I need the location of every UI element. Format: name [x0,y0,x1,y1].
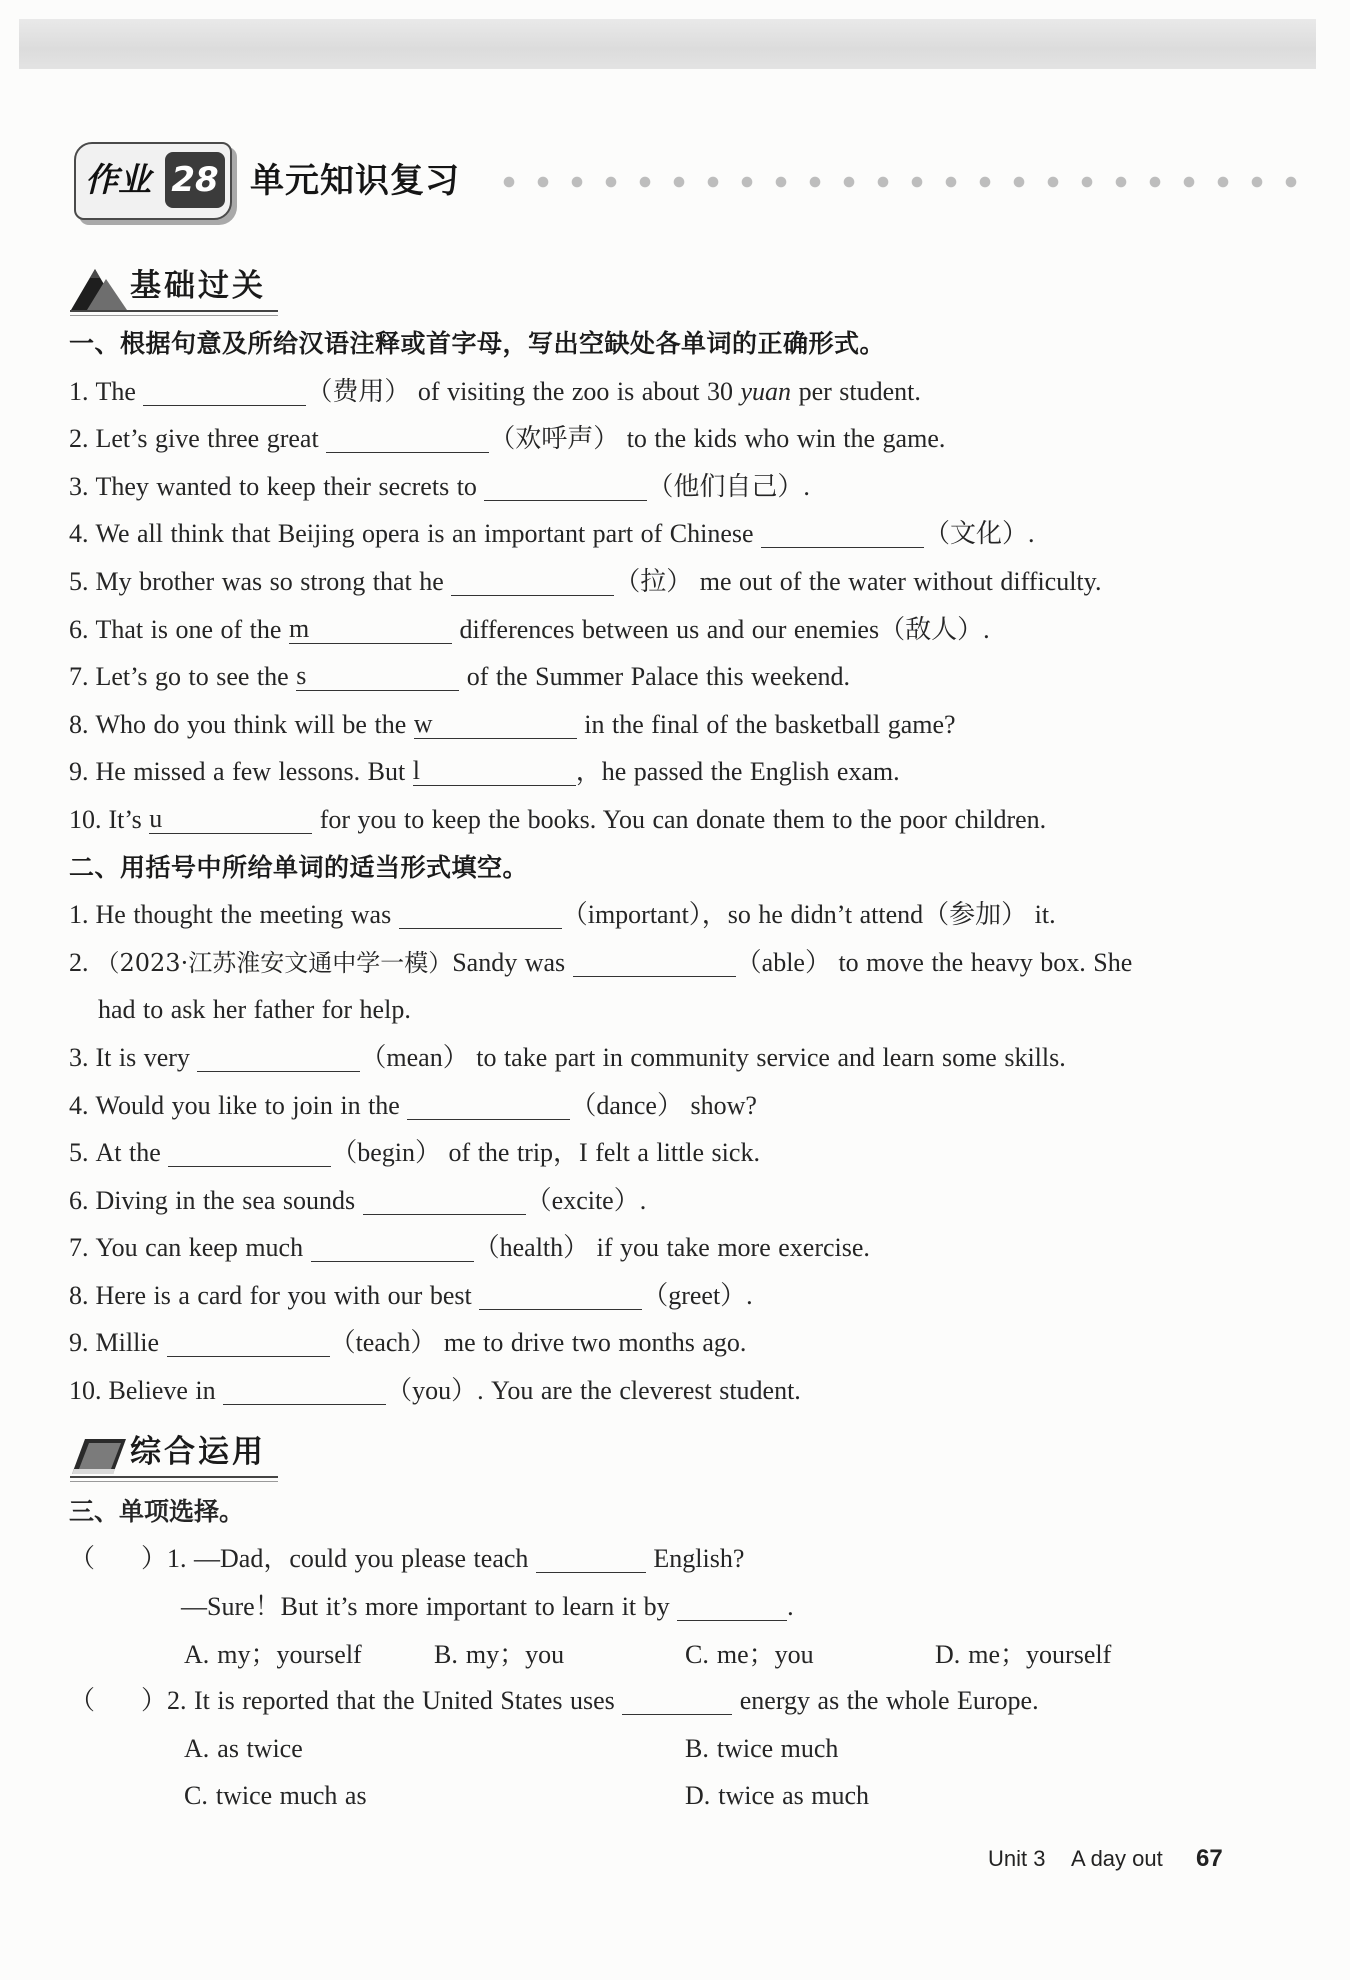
question-text: （begin） of the trip，I felt a little sick. [331,1138,760,1168]
part2-heading: 二、用括号中所给单词的适当形式填空。 [69,852,529,882]
question-text: （health） if you take more exercise. [473,1233,870,1263]
answer-bracket-close: ） [141,1686,168,1715]
question-number: 7. [69,1233,89,1263]
question-text: —Sure！But it’s more important to learn it by [181,1592,678,1621]
question-text: （他们自己）. [647,471,810,501]
option-label: C. [184,1781,208,1810]
option-d [935,1631,1111,1678]
option-c [685,1631,814,1678]
question-text: . [787,1592,794,1621]
book-icon [70,1430,128,1476]
question-item [69,463,1319,511]
option-label: A. [184,1734,210,1763]
question-text: （dance） show? [570,1090,757,1120]
question-item [69,1272,1319,1320]
question-text: ，he passed the English exam. [575,757,900,787]
question-number: 3. [69,1042,89,1072]
question-2-stem [0,1677,1350,1724]
answer-blank [451,566,614,596]
page-number: 67 [1196,1845,1223,1872]
question-item [69,1129,1319,1177]
option-label: B. [685,1734,709,1763]
option-text: twice much as [215,1781,367,1810]
question-item [69,368,1319,416]
question-number: 10. [69,1376,102,1406]
question-item [69,939,1319,987]
question-item [69,1224,1319,1272]
answer-blank: l [413,756,576,786]
question-text: It is very [95,1042,198,1072]
question-item [69,606,1319,654]
answer-blank [223,1375,386,1405]
option-c [184,1772,367,1819]
section-label-text: 基础过关 [130,268,266,304]
scan-top-band [19,19,1316,69]
question-text: He thought the meeting was [95,900,399,930]
part1-heading: 一、根据句意及所给汉语注释或首字母，写出空缺处各单词的正确形式。 [69,329,886,358]
section-label-combined [70,1428,278,1478]
question-number: 2. [167,1686,187,1715]
question-2-options-row-1 [0,1725,1350,1772]
question-text: of the Summer Palace this weekend. [459,662,851,692]
option-b [434,1631,564,1678]
question-number: 5. [69,566,89,596]
answer-blank: u [149,804,312,834]
question-text: The [95,376,144,406]
question-1-options [0,1631,1350,1678]
option-label: D. [685,1781,711,1810]
question-text: （excite）. [525,1185,647,1215]
answer-blank [622,1685,732,1715]
question-number: 2. [69,424,89,454]
page-title: 单元知识复习 [250,161,460,201]
source-note: （2023·江苏淮安文通中学一模） [95,948,453,977]
question-number: 4. [69,519,89,549]
answer-blank [197,1042,360,1072]
question-number: 8. [69,709,89,739]
question-number: 3. [69,471,89,501]
option-b [685,1725,838,1772]
question-number: 1. [69,900,89,930]
footer-unit: Unit 3 [988,1846,1046,1871]
option-text: me；you [716,1640,814,1669]
question-item [69,1034,1319,1082]
answer-blank [761,518,924,548]
question-text: Who do you think will be the [95,709,414,739]
question-item [69,748,1319,796]
question-item [69,701,1319,749]
question-text: （able） to move the heavy box. She [735,947,1133,977]
question-text: That is one of the [95,614,289,644]
question-text: He missed a few lessons. But [95,757,413,787]
question-number: 2. [69,947,89,977]
answer-blank: m [289,614,452,644]
question-2-options-row-2 [0,1772,1350,1819]
question-1-reply-line [181,1583,794,1630]
question-text: Would you like to join in the [95,1090,408,1120]
question-text: Diving in the sea sounds [95,1185,363,1215]
question-text: Let’s go to see the [95,662,297,692]
question-text: （费用） of visiting the zoo is about 30 [306,376,741,406]
mountain-icon [70,264,128,310]
option-label: D. [935,1640,961,1669]
footer-unit-title: A day out [1071,1846,1163,1871]
question-text: They wanted to keep their secrets to [95,471,485,501]
badge-number: 28 [165,152,225,208]
option-text: my；yourself [217,1640,362,1669]
question-number: 6. [69,614,89,644]
question-number: 10. [69,804,102,834]
question-item [69,558,1319,606]
question-continuation: had to ask her father for help. [98,995,411,1025]
section-label-text: 综合运用 [130,1434,266,1470]
question-text: It’s [108,804,150,834]
question-text: in the final of the basketball game? [576,709,956,739]
option-text: as twice [217,1734,303,1763]
question-text: Believe in [108,1376,224,1406]
question-number: 9. [69,1328,89,1358]
answer-blank [484,471,647,501]
answer-blank [311,1232,474,1262]
question-text: Let’s give three great [95,424,327,454]
question-text: English? [645,1544,745,1573]
question-text: （欢呼声） to the kids who win the game. [489,424,946,454]
question-text: My brother was so strong that he [95,566,452,596]
question-text: for you to keep the books. You can donate them to the poor children. [312,804,1047,834]
question-number: 5. [69,1138,89,1168]
answer-blank [536,1543,646,1573]
option-a [184,1631,362,1678]
question-item [69,796,1319,844]
question-text: Millie [95,1328,167,1358]
answer-blank [363,1185,526,1215]
answer-bracket-open: （ [69,1544,96,1573]
question-number: 7. [69,662,89,692]
question-item [69,510,1319,558]
question-1-stem [0,1535,1350,1582]
question-text: per student. [791,376,921,406]
italic-word: yuan [740,376,792,406]
question-2-line [141,1677,1039,1724]
question-text: Sandy was [452,947,573,977]
option-label: B. [434,1640,458,1669]
question-item [69,653,1319,701]
answer-blank [143,376,306,406]
question-item [69,1367,1319,1415]
question-number: 4. [69,1090,89,1120]
option-label: A. [184,1640,210,1669]
question-number: 6. [69,1185,89,1215]
answer-blank [479,1280,642,1310]
question-number: 1. [167,1544,187,1573]
answer-blank [168,1137,331,1167]
question-text: （拉） me out of the water without difficulty. [614,566,1102,596]
question-number: 9. [69,757,89,787]
question-number: 1. [69,376,89,406]
assignment-badge [74,142,232,220]
answer-blank: s [296,661,459,691]
question-text: —Dad，could you please teach [186,1544,536,1573]
answer-blank: w [414,709,577,739]
option-text: me；yourself [968,1640,1112,1669]
question-text: energy as the whole Europe. [732,1686,1039,1715]
answer-blank [326,423,489,453]
question-item [69,1319,1319,1367]
answer-blank [399,899,562,929]
question-text: （you）. You are the cleverest student. [386,1376,801,1406]
option-label: C. [685,1640,709,1669]
exercise-flow [69,320,1319,1415]
question-text: It is reported that the United States uses [186,1686,623,1715]
dot-divider [502,175,1318,189]
question-text: At the [95,1138,169,1168]
question-text: （文化）. [924,519,1035,549]
question-text: Here is a card for you with our best [95,1280,480,1310]
option-a [184,1725,303,1772]
answer-blank [407,1090,570,1120]
option-text: twice as much [718,1781,870,1810]
question-text: differences between us and our enemies（敌人）. [451,614,990,644]
question-text: You can keep much [95,1233,311,1263]
question-number: 8. [69,1280,89,1310]
question-1-reply [0,1583,1350,1630]
option-text: twice much [716,1734,839,1763]
question-text: （teach） me to drive two months ago. [329,1328,747,1358]
question-text: （important），so he didn’t attend（参加） it. [561,900,1056,930]
answer-blank [167,1327,330,1357]
question-item [69,415,1319,463]
part3-heading: 三、单项选择。 [69,1497,245,1526]
option-text: my；you [465,1640,565,1669]
question-item [69,891,1319,939]
answer-bracket-open: （ [69,1686,96,1715]
question-text: We all think that Beijing opera is an important part of Chinese [95,519,762,549]
question-text: （mean） to take part in community service and learn some skills. [360,1042,1066,1072]
answer-bracket-close: ） [141,1544,168,1573]
question-1-line [141,1535,744,1582]
section-label-basic [70,262,278,312]
option-d [685,1772,869,1819]
question-item [69,1082,1319,1130]
answer-blank [573,947,736,977]
question-item [69,1177,1319,1225]
answer-blank [677,1591,787,1621]
question-text: （greet）. [642,1280,753,1310]
badge-label: 作业 [85,160,151,199]
